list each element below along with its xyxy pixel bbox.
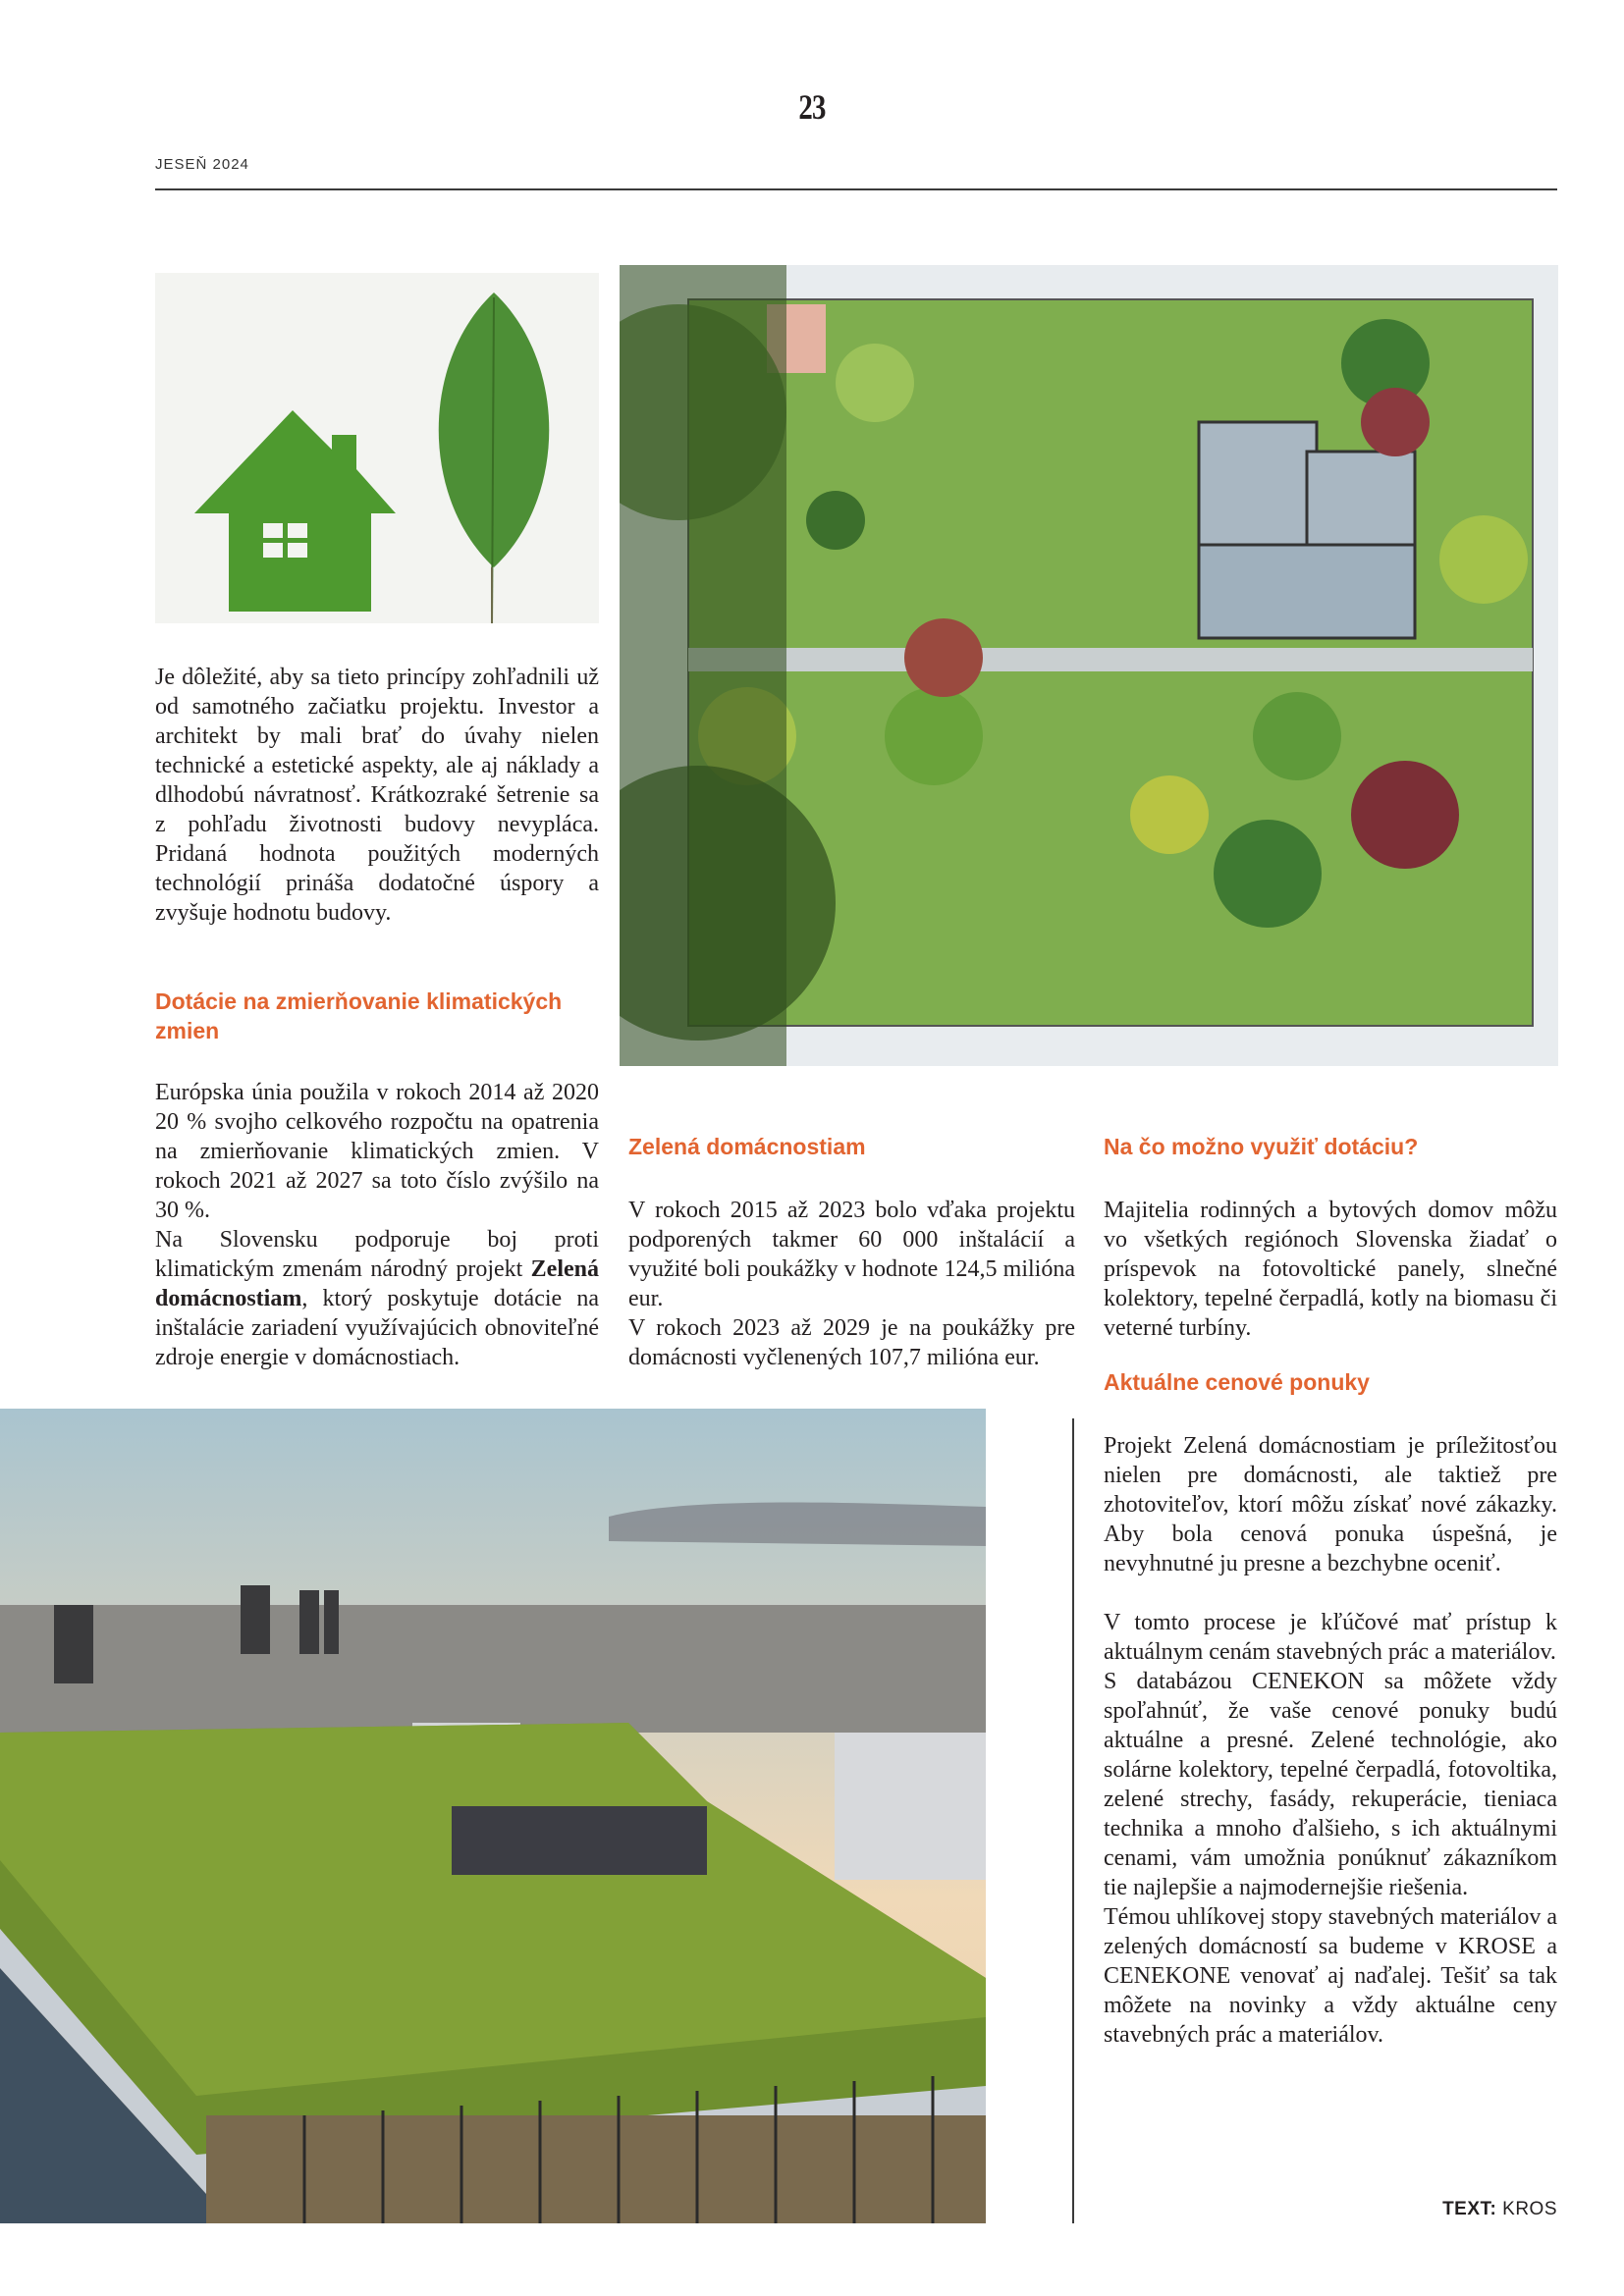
issue-label: JESEŇ 2024: [155, 156, 249, 173]
house-leaf-image: [155, 273, 599, 623]
owners-paragraph: Majitelia rodinných a bytových domov môžu vo všetkých regiónoch Slovenska žiadať o príspevok na fotovoltické panely, slnečné kolektory, tepelné čerpadlá, kotly na biomasu či veterné turbíny.: [1104, 1198, 1557, 1341]
section-heading-offers: Aktuálne cenové ponuky: [1104, 1369, 1370, 1395]
header-rule: [155, 188, 1557, 190]
project-text-after: , ktorý poskytuje dotácie na inštalácie zariadení využívajúcich obnoviteľné zdroje energie v domácnostiach.: [155, 1286, 599, 1370]
column-divider: [1072, 1418, 1074, 2223]
opportunity-paragraph: Projekt Zelená domácnostiam je príležitosťou nielen pre domácnosti, ale taktiež pre zhotoviteľov, ktorí môžu získať nové zákazky. Aby bola cenová ponuka úspešná, je nevyhnutné ju presne a bezchybne oceniť.: [1104, 1433, 1557, 1576]
credit-author: KROS: [1502, 2199, 1557, 2219]
project-name-bold: Zelená domácnostiam: [155, 1256, 599, 1311]
project-text-before: Na Slovensku podporuje boj proti klimatickým zmenám národný projekt: [155, 1227, 599, 1282]
section-heading-subsidies: Dotácie na zmierňovanie klimatických zmien: [155, 988, 563, 1043]
text-credit: [1442, 2199, 1557, 2220]
credit-label: TEXT:: [1442, 2199, 1497, 2219]
carbon-paragraph: Témou uhlíkovej stopy stavebných materiálov a zelených domácností sa budeme v KROSE a CENEKONE venovať aj naďalej. Tešiť sa tak môžete na novinky a vždy aktuálne ceny stavebných prác a materiálov.: [1104, 1904, 1557, 2048]
installations-paragraph: V rokoch 2015 až 2023 bolo vďaka projektu podporených takmer 60 000 inštalácií a využité boli poukážky v hodnote 124,5 milióna eur.: [628, 1198, 1075, 1311]
page-number: 23: [798, 87, 826, 127]
section-heading-zelena: Zelená domácnostiam: [628, 1134, 866, 1159]
section-heading-usage: Na čo možno využiť dotáciu?: [1104, 1134, 1419, 1159]
cenekon-paragraph: S databázou CENEKON sa môžete vždy spoľahnúť, že vaše cenové ponuky budú aktuálne a presné. Zelené technológie, ako solárne kolektory, tepelné čerpadlá, fotovoltika, zelené strechy, fasády, rekuperácie, tieniaca technika a mnoho ďalšieho, s ich aktuálnymi cenami, vám umožnia ponúknuť zákazníkom tie najlepšie a najmodernejšie riešenia.: [1104, 1669, 1557, 1900]
green-roof-image: [0, 1409, 986, 2223]
garden-plan-image: [620, 265, 1558, 1066]
intro-paragraph: Je dôležité, aby sa tieto princípy zohľadnili už od samotného začiatku projektu. Investor a architekt by mali brať do úvahy nielen technické a estetické aspekty, ale aj náklady a dlhodobú návratnosť. Krátkozraké šetrenie sa z pohľadu životnosti budovy nevypláca. Pridaná hodnota použitých moderných technológií prináša dodatočné úspory a zvyšuje hodnotu budovy.: [155, 665, 599, 926]
access-paragraph: V tomto procese je kľúčové mať prístup k aktuálnym cenám stavebných prác a materiálov.: [1104, 1610, 1557, 1665]
project-paragraph: [155, 1225, 599, 1372]
eu-budget-paragraph: Európska únia použila v rokoch 2014 až 2020 20 % svojho celkového rozpočtu na opatrenia na zmierňovanie klimatických zmien. V rokoch 2021 až 2027 sa toto číslo zvýšilo na 30 %.: [155, 1080, 599, 1223]
vouchers-paragraph: V rokoch 2023 až 2029 je na poukážky pre domácnosti vyčlenených 107,7 milióna eur.: [628, 1315, 1075, 1370]
